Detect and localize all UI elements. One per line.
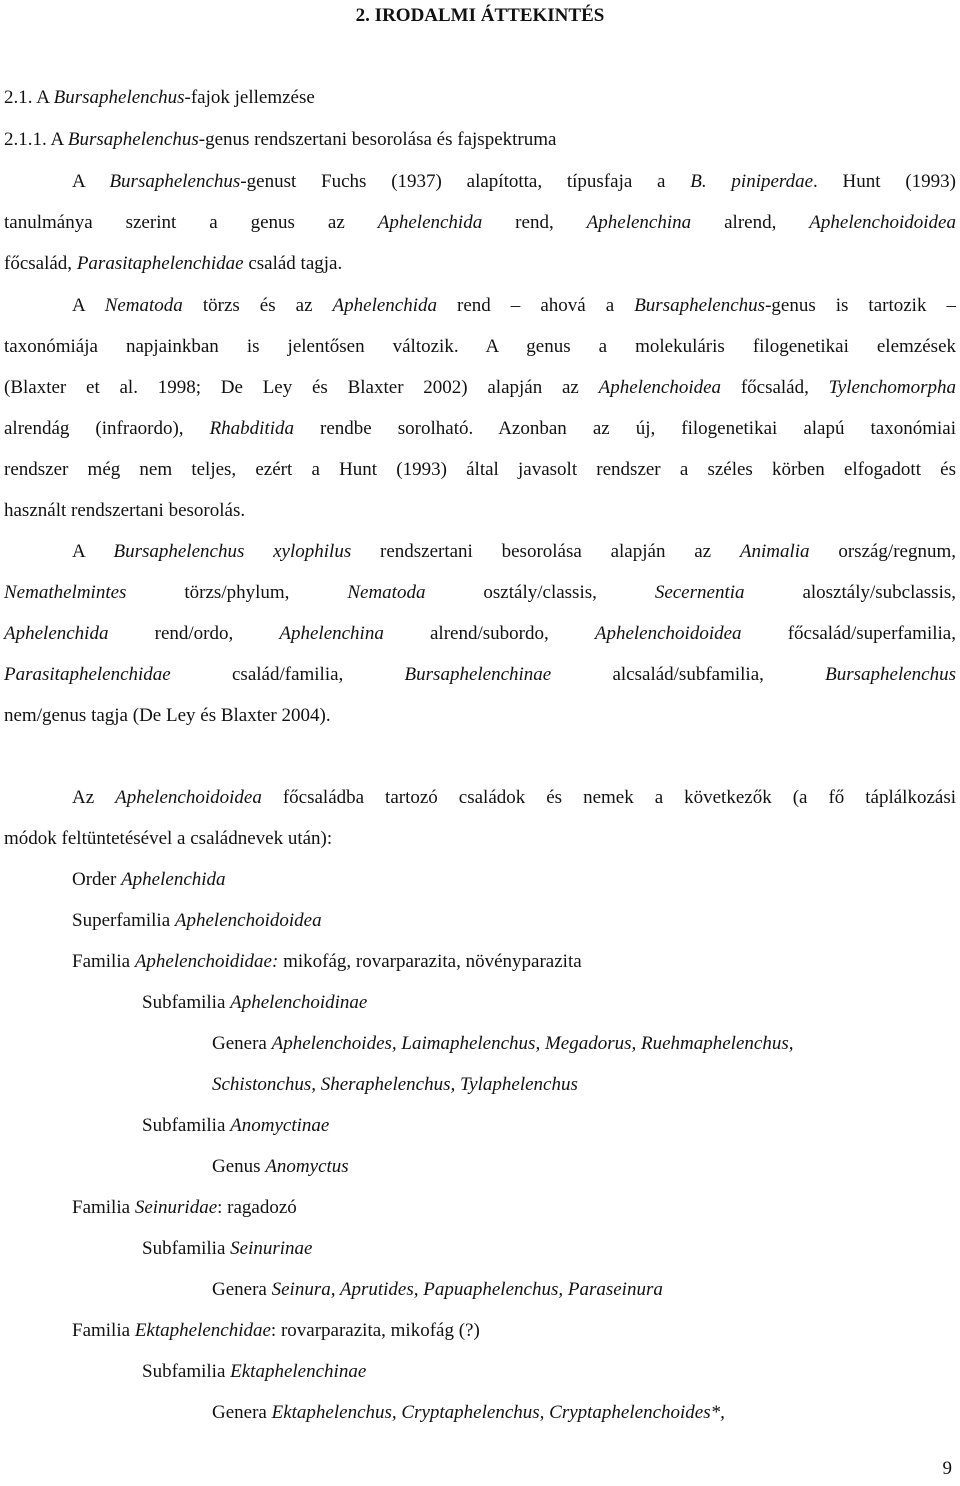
paragraph-line: A Bursaphelenchus-genust Fuchs (1937) alapította, típusfaja a B. piniperdae. Hunt (1993) bbox=[72, 171, 956, 192]
taxonomy-item: Schistonchus, Sheraphelenchus, Tylaphelenchus bbox=[212, 1074, 578, 1095]
paragraph-line: használt rendszertani besorolás. bbox=[4, 500, 246, 521]
paragraph-line: (Blaxter et al. 1998; De Ley és Blaxter 2002) alapján az Aphelenchoidea főcsalád, Tylenchomorpha bbox=[4, 377, 956, 398]
taxonomy-item: Genera Ektaphelenchus, Cryptaphelenchus, Cryptaphelenchoides*, bbox=[212, 1402, 725, 1423]
paragraph-line: módok feltüntetésével a családnevek után): bbox=[4, 828, 333, 849]
taxonomy-item: Subfamilia Ektaphelenchinae bbox=[142, 1361, 367, 1382]
paragraph-line: Aphelenchida rend/ordo, Aphelenchina alrend/subordo, Aphelenchoidoidea főcsalád/superfamilia, bbox=[4, 623, 956, 644]
section-heading: 2.1. A Bursaphelenchus-fajok jellemzése bbox=[4, 87, 315, 108]
paragraph-line: nem/genus tagja (De Ley és Blaxter 2004). bbox=[4, 705, 331, 726]
paragraph-line: Az Aphelenchoidoidea főcsaládba tartozó családok és nemek a következők (a fő táplálkozási bbox=[72, 787, 956, 808]
taxonomy-item: Subfamilia Anomyctinae bbox=[142, 1115, 330, 1136]
taxonomy-item: Order Aphelenchida bbox=[72, 869, 226, 890]
taxonomy-item: Genera Aphelenchoides, Laimaphelenchus, Megadorus, Ruehmaphelenchus, bbox=[212, 1033, 794, 1054]
paragraph-line: taxonómiája napjainkban is jelentősen változik. A genus a molekuláris filogenetikai elemzések bbox=[4, 336, 956, 357]
paragraph-line: tanulmánya szerint a genus az Aphelenchida rend, Aphelenchina alrend, Aphelenchoidoidea bbox=[4, 212, 956, 233]
paragraph-line: Nemathelmintes törzs/phylum, Nematoda osztály/classis, Secernentia alosztály/subclassis, bbox=[4, 582, 957, 603]
taxonomy-item: Genera Seinura, Aprutides, Papuaphelenchus, Paraseinura bbox=[212, 1279, 663, 1300]
taxonomy-item: Genus Anomyctus bbox=[212, 1156, 349, 1177]
paragraph-line: A Bursaphelenchus xylophilus rendszertani besorolása alapján az Animalia ország/regnum, bbox=[72, 541, 956, 562]
paragraph-line: Parasitaphelenchidae család/familia, Bursaphelenchinae alcsalád/subfamilia, Bursaphelenchus bbox=[4, 664, 957, 685]
taxonomy-item: Subfamilia Aphelenchoidinae bbox=[142, 992, 368, 1013]
taxonomy-item: Superfamilia Aphelenchoidoidea bbox=[72, 910, 322, 931]
taxonomy-item: Familia Seinuridae: ragadozó bbox=[72, 1197, 297, 1218]
chapter-title: 2. IRODALMI ÁTTEKINTÉS bbox=[355, 5, 605, 26]
taxonomy-item: Familia Aphelenchoididae: mikofág, rovarparazita, növényparazita bbox=[72, 951, 582, 972]
paragraph-line: alrendág (infraordo), Rhabditida rendbe sorolható. Azonban az új, filogenetikai alapú taxonómiai bbox=[4, 418, 956, 439]
taxonomy-item: Familia Ektaphelenchidae: rovarparazita, mikofág (?) bbox=[72, 1320, 480, 1341]
page-number: 9 bbox=[942, 1458, 952, 1479]
paragraph-line: A Nematoda törzs és az Aphelenchida rend – ahová a Bursaphelenchus-genus is tartozik – bbox=[72, 295, 956, 316]
subsection-heading: 2.1.1. A Bursaphelenchus-genus rendszertani besorolása és fajspektruma bbox=[4, 129, 557, 150]
taxonomy-item: Subfamilia Seinurinae bbox=[142, 1238, 313, 1259]
paragraph-line: főcsalád, Parasitaphelenchidae család tagja. bbox=[4, 253, 343, 274]
paragraph-line: rendszer még nem teljes, ezért a Hunt (1993) által javasolt rendszer a széles körben elfogadott és bbox=[4, 459, 956, 480]
